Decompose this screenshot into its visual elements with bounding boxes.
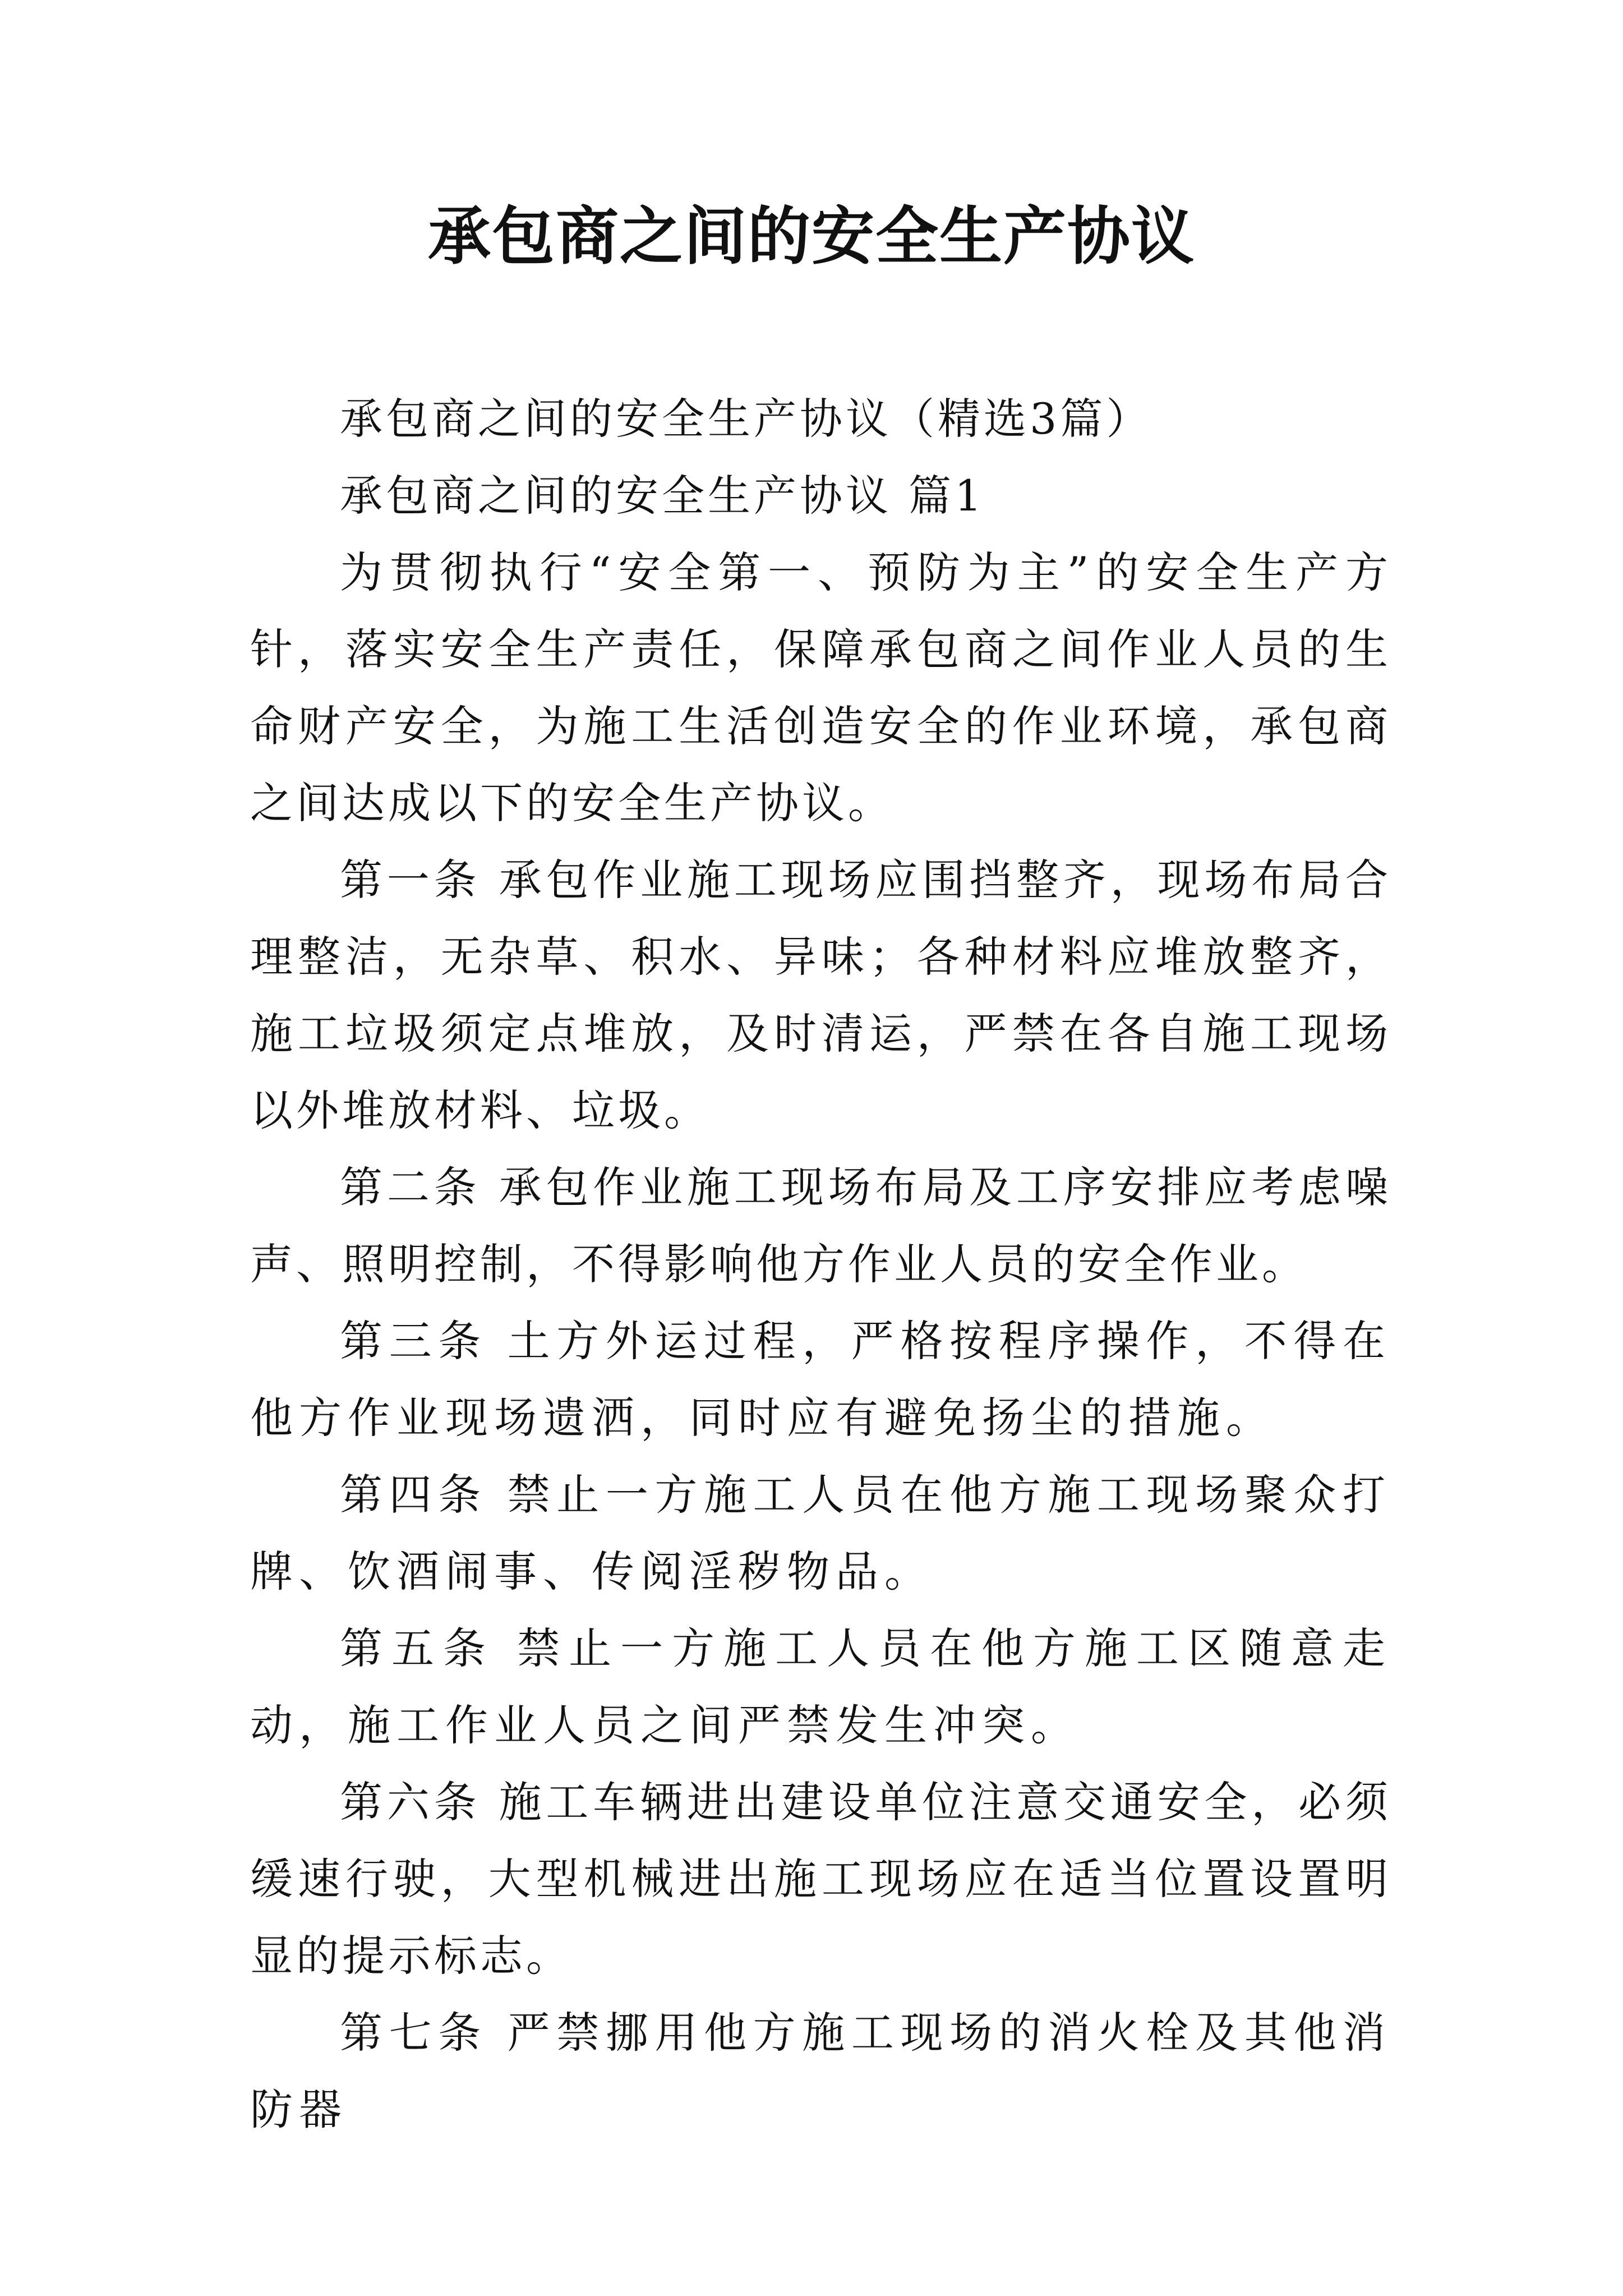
article-5-paragraph: 第五条 禁止一方施工人员在他方施工区随意走动，施工作业人员之间严禁发生冲突。 bbox=[250, 1623, 1391, 1750]
article-4-paragraph: 第四条 禁止一方施工人员在他方施工现场聚众打牌、饮酒闹事、传阅淫秽物品。 bbox=[250, 1470, 1391, 1596]
subtitle-paragraph: 承包商之间的安全生产协议（精选3篇） bbox=[340, 394, 1152, 444]
article-6-paragraph: 第六条 施工车辆进出建设单位注意交通安全，必须缓速行驶，大型机械进出施工现场应在适当位置设置明显的提示标志。 bbox=[250, 1777, 1391, 1981]
article-1-paragraph: 第一条 承包作业施工现场应围挡整齐，现场布局合理整洁，无杂草、积水、异味；各种材料应堆放整齐，施工垃圾须定点堆放，及时清运，严禁在各自施工现场以外堆放材料、垃圾。 bbox=[250, 855, 1391, 1135]
section-heading: 承包商之间的安全生产协议 篇1 bbox=[340, 471, 985, 521]
document-body bbox=[250, 380, 1391, 2148]
intro-paragraph: 为贯彻执行“安全第一、预防为主”的安全生产方针，落实安全生产责任，保障承包商之间作业人员的生命财产安全，为施工生活创造安全的作业环境，承包商之间达成以下的安全生产协议。 bbox=[250, 547, 1391, 828]
document-title: 承包商之间的安全生产协议 bbox=[428, 200, 1195, 273]
article-2-paragraph: 第二条 承包作业施工现场布局及工序安排应考虑噪声、照明控制，不得影响他方作业人员的安全作业。 bbox=[250, 1162, 1391, 1289]
article-7-paragraph: 第七条 严禁挪用他方施工现场的消火栓及其他消防器 bbox=[250, 2008, 1391, 2134]
article-3-paragraph: 第三条 土方外运过程，严格按程序操作，不得在他方作业现场遗洒，同时应有避免扬尘的措施。 bbox=[250, 1316, 1391, 1443]
